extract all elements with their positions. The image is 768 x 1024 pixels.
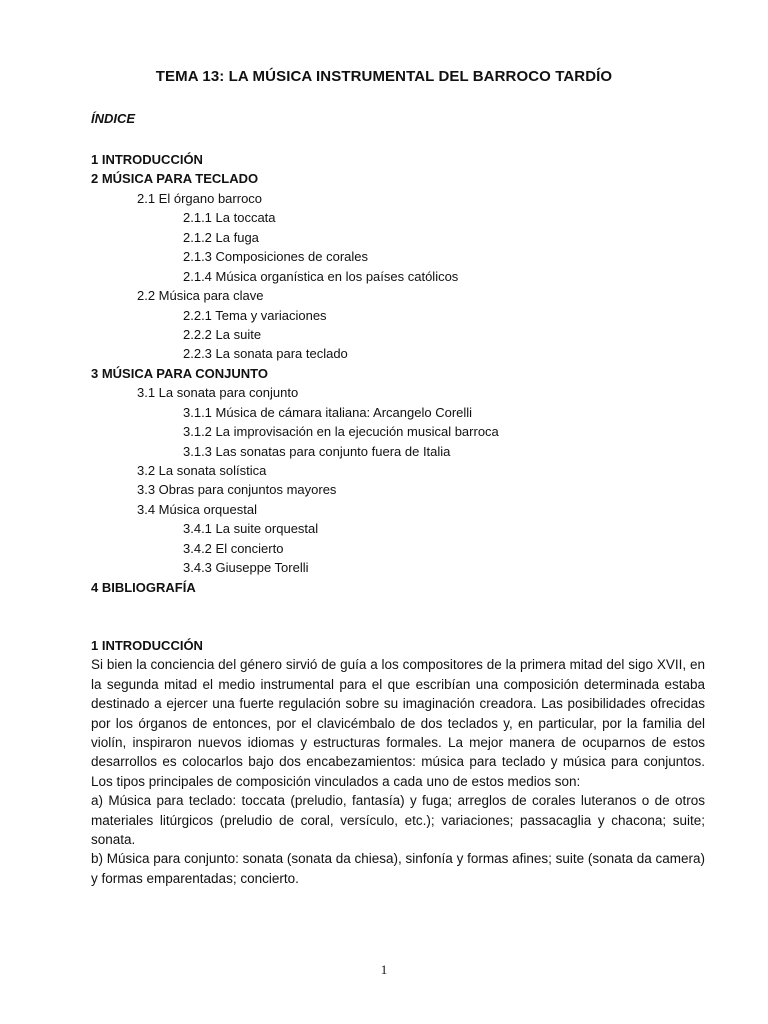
body-paragraph: Si bien la conciencia del género sirvió de guía a los compositores de la primera mitad del sigo XVII, en la segunda mitad el medio instrumental para el que escribían una composición determinada estaba destinado a ejercer una fuerte regulación sobre su imaginación creadora. Las posibilidades ofrecidas por los órganos de entonces, por el clavicémbalo de dos teclados y, en particular, por la familia del violín, inspiraron nuevos idiomas y estructuras formales. La mejor manera de ocuparnos de estos desarrollos es colocarlos bajo dos encabezamientos: música para teclado y música para conjuntos. Los tipos principales de composición vinculados a cada uno de estos medios son: [91,657,705,789]
toc-entry: 4 BIBLIOGRAFÍA [91,579,196,595]
document-title: TEMA 13: LA MÚSICA INSTRUMENTAL DEL BARROCO TARDÍO [155,68,613,85]
toc-entry: 2.2.2 La suite [183,326,262,342]
body-paragraph: b) Música para conjunto: sonata (sonata da chiesa), sinfonía y formas afines; suite (sonata da camera) y formas emparentadas; concierto. [91,851,705,886]
body-paragraph: a) Música para teclado: toccata (preludio, fantasía) y fuga; arreglos de corales luteranos o de otros materiales litúrgicos (preludio de coral, versículo, etc.); variaciones; passacaglia y chacona; suite; sonata. [91,793,705,848]
toc-entry: 2.2 Música para clave [137,288,264,304]
toc-entry: 3.4.2 El concierto [183,540,284,556]
toc-entry: 3.1 La sonata para conjunto [137,385,299,401]
toc-entry: 3.4 Música orquestal [137,501,257,517]
table-of-contents [91,150,711,597]
toc-entry: 2.1 El órgano barroco [137,190,263,206]
toc-entry: 2 MÚSICA PARA TECLADO [91,171,259,187]
toc-entry: 2.1.3 Composiciones de corales [183,249,368,265]
toc-entry: 3.1.3 Las sonatas para conjunto fuera de Italia [183,443,451,459]
toc-entry: 2.2.3 La sonata para teclado [183,346,348,362]
index-heading: ÍNDICE [91,111,136,126]
section-introduction [91,636,705,888]
toc-entry: 2.1.2 La fuga [183,229,259,245]
toc-entry: 2.1.1 La toccata [183,210,276,226]
toc-entry: 3.3 Obras para conjuntos mayores [137,482,337,498]
toc-entry: 3.1.2 La improvisación en la ejecución musical barroca [183,424,499,440]
toc-entry: 3.4.1 La suite orquestal [183,521,319,537]
toc-entry: 3.1.1 Música de cámara italiana: Arcangelo Corelli [183,404,473,420]
toc-entry: 1 INTRODUCCIÓN [91,152,203,167]
toc-entry: 3.4.3 Giuseppe Torelli [183,560,309,576]
toc-entry: 3 MÚSICA PARA CONJUNTO [91,365,268,381]
toc-entry: 3.2 La sonata solística [137,463,267,478]
toc-entry: 2.2.1 Tema y variaciones [183,307,327,323]
section-heading: 1 INTRODUCCIÓN [91,638,203,653]
page-number: 1 [380,962,388,977]
toc-entry: 2.1.4 Música organística en los países católicos [183,268,459,284]
